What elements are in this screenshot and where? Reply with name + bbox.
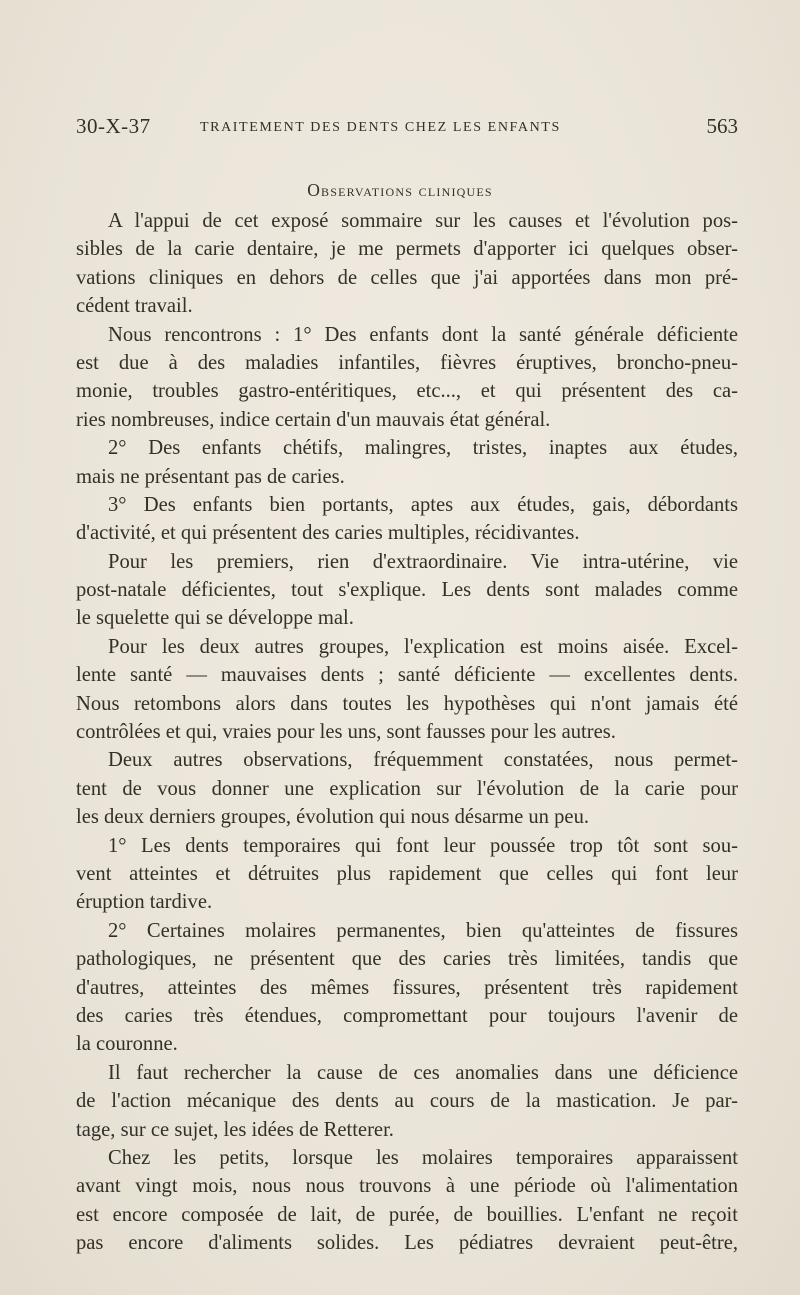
text-line: Il faut rechercher la cause de ces anomalies dans une déficience bbox=[108, 1061, 738, 1084]
text-line: le squelette qui se développe mal. bbox=[76, 607, 354, 630]
text-line: de l'action mécanique des dents au cours de la mastication. Je par- bbox=[76, 1090, 738, 1113]
text-line: Deux autres observations, fréquemment constatées, nous permet- bbox=[108, 749, 738, 772]
text-line: Nous rencontrons : 1° Des enfants dont la santé générale déficiente bbox=[108, 323, 738, 346]
text-line: ries nombreuses, indice certain d'un mauvais état général. bbox=[76, 408, 551, 431]
section-title: Observations cliniques bbox=[307, 180, 493, 200]
text-line: est due à des maladies infantiles, fièvres éruptives, broncho-pneu- bbox=[76, 351, 738, 374]
text-line: Pour les deux autres groupes, l'explication est moins aisée. Excel- bbox=[108, 635, 738, 658]
text-line: 2° Des enfants chétifs, malingres, tristes, inaptes aux études, bbox=[108, 437, 738, 460]
text-line: vent atteintes et détruites plus rapidement que celles qui font leur bbox=[76, 862, 738, 885]
text-line: éruption tardive. bbox=[76, 891, 213, 914]
text-line: tage, sur ce sujet, les idées de Retterer. bbox=[76, 1118, 394, 1141]
text-line: cédent travail. bbox=[76, 295, 193, 318]
text-line: post-natale déficientes, tout s'explique. Les dents sont malades comme bbox=[76, 579, 738, 602]
text-line: les deux derniers groupes, évolution qui nous désarme un peu. bbox=[76, 806, 590, 829]
text-line: Nous retombons alors dans toutes les hypothèses qui n'ont jamais été bbox=[76, 692, 738, 715]
body-text bbox=[76, 207, 738, 1257]
text-line: sibles de la carie dentaire, je me permets d'apporter ici quelques obser- bbox=[76, 238, 738, 261]
text-line: la couronne. bbox=[76, 1033, 178, 1056]
running-title: TRAITEMENT DES DENTS CHEZ LES ENFANTS bbox=[200, 120, 561, 135]
text-line: 3° Des enfants bien portants, aptes aux études, gais, débordants bbox=[108, 493, 738, 516]
page-number: 563 bbox=[706, 114, 738, 138]
text-line: pas encore d'aliments solides. Les pédiatres devraient peut-être, bbox=[76, 1232, 738, 1255]
text-line: tent de vous donner une explication sur l'évolution de la carie pour bbox=[76, 777, 738, 800]
header-date: 30-X-37 bbox=[76, 114, 151, 138]
text-line: 1° Les dents temporaires qui font leur poussée trop tôt sont sou- bbox=[108, 834, 738, 857]
text-line: A l'appui de cet exposé sommaire sur les causes et l'évolution pos- bbox=[108, 210, 738, 232]
text-line: lente santé — mauvaises dents ; santé déficiente — excellentes dents. bbox=[76, 664, 738, 687]
text-line: mais ne présentant pas de caries. bbox=[76, 465, 345, 488]
text-line: d'activité, et qui présentent des caries multiples, récidivantes. bbox=[76, 522, 580, 545]
text-line: des caries très étendues, compromettant pour toujours l'avenir de bbox=[76, 1004, 738, 1027]
text-line: avant vingt mois, nous nous trouvons à une période où l'alimentation bbox=[76, 1175, 738, 1198]
text-line: Chez les petits, lorsque les molaires temporaires apparaissent bbox=[108, 1146, 738, 1169]
text-line: Pour les premiers, rien d'extraordinaire. Vie intra-utérine, vie bbox=[108, 550, 738, 573]
text-line: d'autres, atteintes des mêmes fissures, présentent très rapidement bbox=[76, 976, 738, 999]
text-line: contrôlées et qui, vraies pour les uns, sont fausses pour les autres. bbox=[76, 721, 616, 744]
text-line: 2° Certaines molaires permanentes, bien qu'atteintes de fissures bbox=[108, 919, 738, 942]
text-line: est encore composée de lait, de purée, de bouillies. L'enfant ne reçoit bbox=[76, 1203, 738, 1226]
text-line: vations cliniques en dehors de celles que j'ai apportées dans mon pré- bbox=[76, 266, 738, 289]
text-line: pathologiques, ne présentent que des caries très limitées, tandis que bbox=[76, 948, 738, 971]
page-header bbox=[76, 114, 738, 144]
text-line: monie, troubles gastro-entéritiques, etc..., et qui présentent des ca- bbox=[76, 380, 738, 403]
